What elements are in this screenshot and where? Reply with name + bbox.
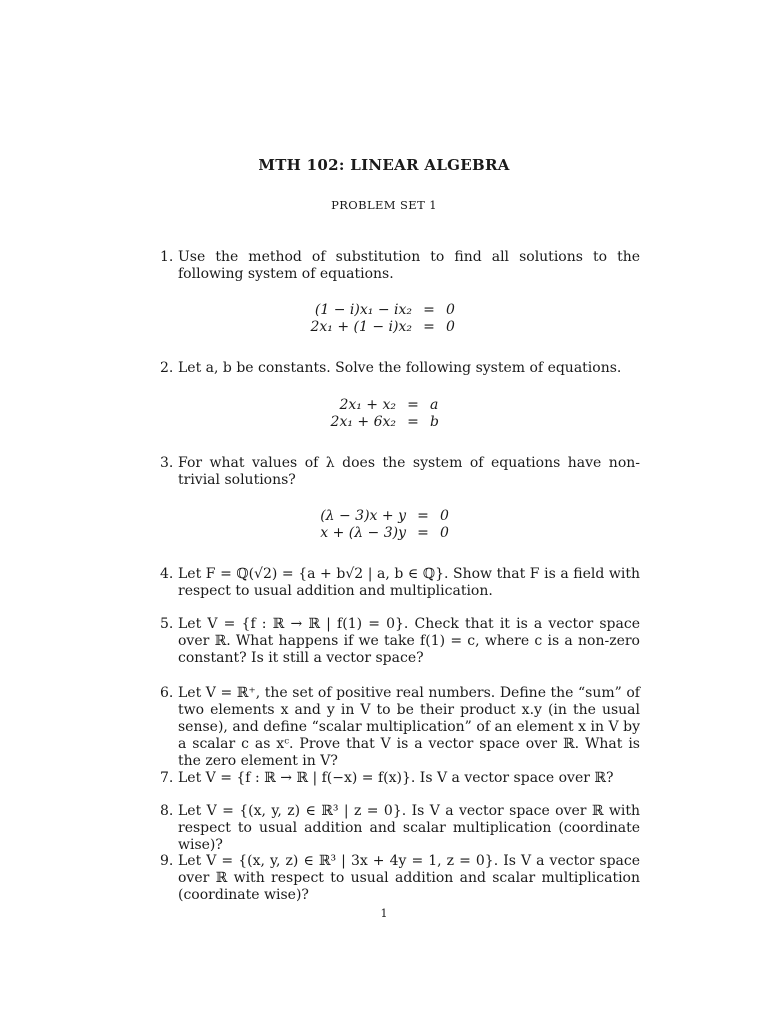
problem-number: 2. [160, 360, 174, 376]
problem-text: Let V = {f : ℝ → ℝ | f(1) = 0}. Check that it is a vector space over ℝ. What happens if we take f(1) = c, where c is a non-zero constant? Is it still a vector space? [178, 616, 640, 666]
problem-5 [160, 616, 640, 667]
problem-text: Let a, b be constants. Solve the following system of equations. [178, 360, 622, 376]
equation-operator: = [423, 302, 435, 318]
problem-number: 4. [160, 566, 174, 582]
equation-lhs: (1 − i)x₁ − ix₂ [314, 302, 412, 318]
equation-rhs: a [430, 397, 439, 413]
problem-text: Let F = ℚ(√2) = {a + b√2 | a, b ∈ ℚ}. Show that F is a field with respect to usual addition and multiplication. [178, 566, 640, 599]
problem-7 [160, 770, 640, 787]
problem-text: Use the method of substitution to find all solutions to the following system of equations. [178, 249, 640, 282]
problem-number: 8. [160, 803, 174, 819]
problem-4 [160, 566, 640, 600]
equation-rhs: 0 [440, 508, 449, 524]
problem-number: 6. [160, 685, 174, 701]
equation-rhs: 0 [446, 319, 455, 335]
problem-8 [160, 803, 640, 854]
problem-number: 1. [160, 249, 174, 265]
equation-rhs: 0 [446, 302, 455, 318]
equation-operator: = [407, 414, 419, 430]
equation-system-1 [300, 302, 455, 336]
problem-9 [160, 853, 640, 904]
problem-number: 5. [160, 616, 174, 632]
problem-text: Let V = {(x, y, z) ∈ ℝ³ | z = 0}. Is V a vector space over ℝ with respect to usual addition and scalar multiplication (coordinate wise)? [178, 803, 640, 853]
problem-text: Let V = {(x, y, z) ∈ ℝ³ | 3x + 4y = 1, z = 0}. Is V a vector space over ℝ with respect to usual addition and scalar multiplication (coordinate wise)? [178, 853, 640, 903]
equation-system-2 [318, 397, 439, 431]
equation-row [308, 508, 449, 525]
equation-lhs: 2x₁ + 6x₂ [330, 414, 396, 430]
page-number: 1 [380, 907, 388, 920]
equation-row [300, 302, 455, 319]
equation-row [318, 414, 439, 431]
equation-lhs: (λ − 3)x + y [320, 508, 406, 524]
equation-operator: = [407, 397, 419, 413]
problem-text: Let V = ℝ⁺, the set of positive real numbers. Define the “sum” of two elements x and y in V to be their product x.y (in the usual sense), and define “scalar multiplication” of an element x in V by a scalar c as xᶜ. Prove that V is a vector space over ℝ. What is the zero element in V? [178, 685, 640, 769]
equation-row [318, 397, 439, 414]
problem-3 [160, 455, 640, 489]
problem-2 [160, 360, 640, 377]
equation-operator: = [417, 508, 429, 524]
equation-rhs: 0 [440, 525, 449, 541]
equation-system-3 [308, 508, 449, 542]
problem-6 [160, 685, 640, 770]
problem-number: 7. [160, 770, 174, 786]
document-title: MTH 102: LINEAR ALGEBRA [258, 156, 510, 174]
problem-number: 9. [160, 853, 174, 869]
problem-text: For what values of λ does the system of equations have non-trivial solutions? [178, 455, 640, 488]
equation-lhs: x + (λ − 3)y [320, 525, 406, 541]
equation-row [308, 525, 449, 542]
problem-number: 3. [160, 455, 174, 471]
equation-operator: = [417, 525, 429, 541]
equation-operator: = [423, 319, 435, 335]
equation-rhs: b [430, 414, 439, 430]
document-subtitle: PROBLEM SET 1 [331, 198, 437, 212]
equation-lhs: 2x₁ + x₂ [339, 397, 396, 413]
equation-row [300, 319, 455, 336]
problem-1 [160, 249, 640, 283]
problem-text: Let V = {f : ℝ → ℝ | f(−x) = f(x)}. Is V a vector space over ℝ? [178, 770, 614, 786]
equation-lhs: 2x₁ + (1 − i)x₂ [310, 319, 412, 335]
